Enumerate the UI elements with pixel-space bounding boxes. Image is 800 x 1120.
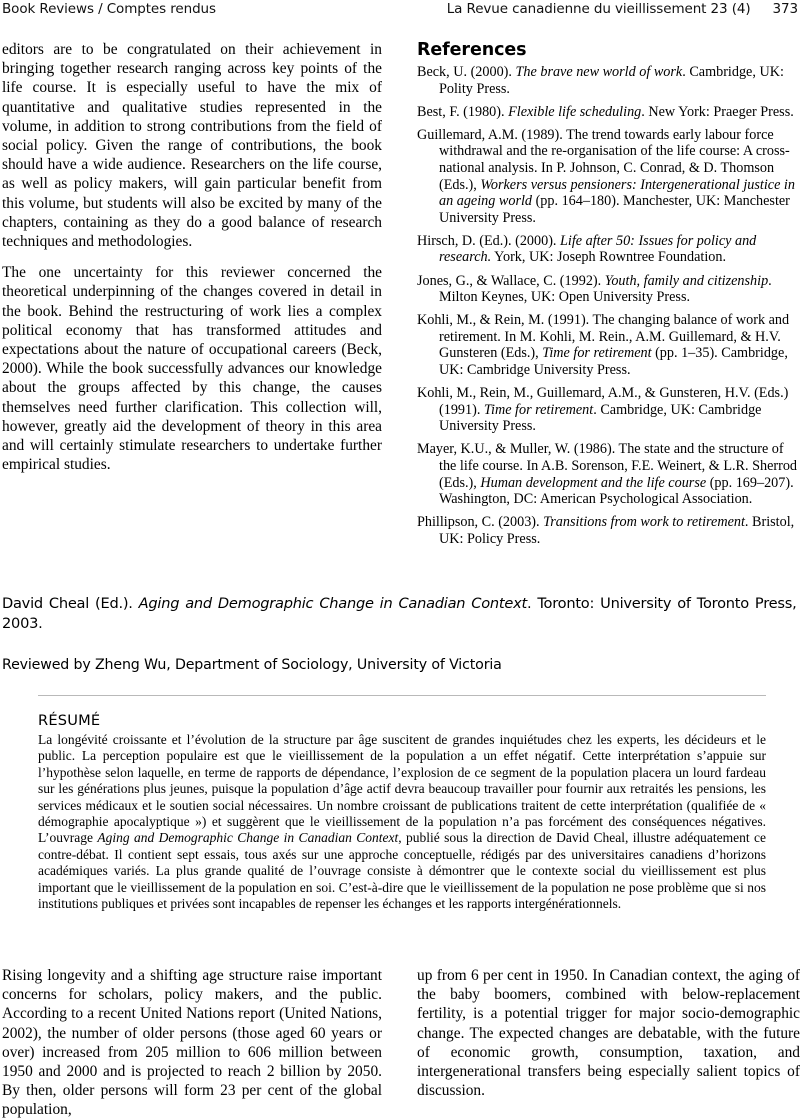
reference-entry: [417, 312, 800, 378]
reference-entry: [417, 385, 800, 435]
review-paragraph: The one uncertainty for this reviewer concerned the theoretical underpinning of the changes covered in detail in the book. Behind the restructuring of work lies a complex political economy that has transformed attitudes and expectations about the nature of occupational careers (Beck, 2000). While the book successfully advances our knowledge about the groups affected by this change, the causes themselves need further clarification. This collection will, however, greatly aid the development of theory in this area and will certainly stimulate researchers to undertake further empirical studies.: [2, 264, 382, 474]
bottom-left-column: [2, 966, 382, 1120]
reference-entry: [417, 514, 800, 547]
reviewer-line: Reviewed by Zheng Wu, Department of Sociology, University of Victoria: [2, 657, 502, 673]
running-head-journal: La Revue canadienne du vieillissement 23 (4): [446, 1, 751, 17]
text-run: (pp. 1–35). Cambridge, UK: Cambridge University Press.: [439, 345, 788, 378]
bottom-paragraph: Rising longevity and a shifting age structure raise important concerns for scholars, policy makers, and the public. According to a recent United Nations report (United Nations, 2002), the number of older persons (those aged 60 years or over) increased from 205 million to 606 million between 1950 and 2000 and is projected to reach 2 billion by 2050. By then, older persons will form 23 per cent of the global population,: [2, 967, 382, 1119]
text-run: York, UK: Joseph Rowntree Foundation.: [491, 249, 727, 266]
italic-run: Human development and the life course: [480, 474, 707, 491]
running-head-right: [447, 1, 798, 17]
text-run: (pp. 164–180). Manchester, UK: Manchester University Press.: [439, 193, 790, 226]
text-run: , publié sous la direction de David Cheal, illustre adéquatement ce contre-débat. Il contient sept essais, tous axés sur une approche conceptuelle, rédigés par des universitaires canadiens d’horizons académiques variés. La plus grande qualité de l’ouvrage consiste à démontrer que le contexte social du vieillissement est plus important que le vieillissement de la population en soi. C’est-à-dire que le vieillissement de la population ne pose problème que si nos institutions publiques et privées sont incapables de repenser les échanges et les rapports intergénérationnels.: [38, 830, 766, 912]
italic-run: Aging and Demographic Change in Canadian Context: [97, 830, 399, 846]
italic-run: Youth, family and citizenship: [604, 272, 769, 289]
review-text-column: [2, 40, 382, 474]
italic-run: Life after 50: Issues for policy and research.: [439, 232, 757, 266]
reference-entry: [417, 104, 800, 121]
text-run: La longévité croissante et l’évolution de la structure par âge suscitent de grandes inquiétudes chez les experts, les décideurs et le public. La perception populaire est que le vieillissement de la population a un effet négatif. Cette interprétation s’appuie sur l’hypothèse selon laquelle, en terme de rapports de dépendance, l’explosion de ce segment de la population placera un lourd fardeau sur les générations plus jeunes, puisque la population d’âge actif devra beaucoup travailler pour fournir aux retraités les pensions, les services médicaux et le soutien social nécessaires. Un nombre croissant de publications traitent de cette interprétation (qualifiée de « démographie apocalyptique ») et suggèrent que le vieillissement de la population n’a pas forcément des conséquences négatives. L’ouvrage: [38, 732, 766, 846]
review-paragraph: editors are to be congratulated on their achievement in bringing together research ranging across key points of the life course. It is especially useful to have the mix of quantitative and qualitative studies represented in the volume, in addition to strong contributions from the field of social policy. Given the range of contributions, the book should have a wide audience. Researchers on the life course, as well as policy makers, will gain particular benefit from this volume, but students will also be excited by many of the chapters, containing as they do a good balance of research techniques and methodologies.: [2, 41, 382, 251]
running-head: [0, 0, 800, 26]
text-run: Best, F. (1980).: [417, 103, 509, 120]
text-run: Hirsch, D. (Ed.). (2000).: [417, 232, 561, 249]
reference-entry: [417, 64, 800, 97]
top-two-column-area: [2, 40, 798, 560]
book-citation-block: [2, 594, 798, 675]
bottom-right-column: [417, 966, 800, 1100]
text-run: . Bristol, UK: Policy Press.: [439, 514, 795, 547]
text-run: Beck, U. (2000).: [417, 64, 516, 80]
text-run: . New York: Praeger Press.: [641, 103, 794, 120]
italic-run: Time for retirement: [542, 345, 652, 362]
book-editor: David Cheal (Ed.).: [2, 595, 139, 612]
reference-entry: [417, 127, 800, 227]
references-column: [417, 40, 800, 547]
reference-entry: [417, 233, 800, 266]
references-heading: References: [417, 40, 527, 60]
book-title: Aging and Demographic Change in Canadian Context: [138, 595, 527, 612]
resume-block: [38, 694, 766, 912]
text-run: Kohli, M., & Rein, M. (1991). The changing balance of work and retirement. In M. Kohli, M. Rein., A.M. Guillemard, & H.V. Gunsteren (Eds.),: [417, 312, 790, 362]
italic-run: Time for retirement: [483, 401, 594, 418]
page-number: 373: [772, 1, 798, 17]
text-run: Mayer, K.U., & Muller, W. (1986). The state and the structure of the life course. In A.B. Sorenson, F.E. Weinert, & L.R. Sherrod (Eds.),: [417, 441, 798, 491]
text-run: . Cambridge, UK: Cambridge University Press.: [439, 401, 762, 435]
book-citation: [2, 594, 798, 634]
text-run: Kohli, M., Rein, M., Guillemard, A.M., & Gunsteren, H.V. (Eds.) (1991).: [417, 385, 789, 418]
italic-run: Workers versus pensioners: Intergenerational justice in an ageing world: [439, 176, 795, 210]
text-run: . Cambridge, UK: Polity Press.: [439, 64, 784, 97]
text-run: (pp. 169–207). Washington, DC: American Psychological Association.: [439, 474, 794, 508]
italic-run: Transitions from work to retirement: [543, 514, 745, 531]
text-run: Jones, G., & Wallace, C. (1992).: [417, 272, 605, 289]
text-run: . Milton Keynes, UK: Open University Press.: [439, 272, 772, 306]
resume-heading: RÉSUMÉ: [38, 712, 101, 729]
running-head-left: Book Reviews / Comptes rendus: [2, 1, 216, 17]
bottom-paragraph: up from 6 per cent in 1950. In Canadian context, the aging of the baby boomers, combined with below-replacement fertility, is a potential trigger for major socio-demographic change. The expected changes are debatable, with the future of economic growth, consumption, taxation, and intergenerational transfers being especially salient topics of discussion.: [417, 967, 800, 1100]
bottom-two-column-area: [2, 966, 800, 1119]
resume-body: [38, 732, 766, 912]
text-run: Phillipson, C. (2003).: [417, 514, 544, 531]
italic-run: The brave new world of work: [515, 64, 683, 80]
reference-entry: [417, 273, 800, 306]
italic-run: Flexible life scheduling: [508, 103, 642, 120]
book-publisher: . Toronto: University of Toronto Press, 2003.: [2, 595, 797, 632]
text-run: Guillemard, A.M. (1989). The trend towards early labour force withdrawal and the re-organisation of the life course: A cross-national analysis. In P. Johnson, C. Conrad, & D. Thomson (Eds.),: [417, 126, 790, 193]
reference-entry: [417, 441, 800, 507]
references-list: [417, 64, 800, 547]
